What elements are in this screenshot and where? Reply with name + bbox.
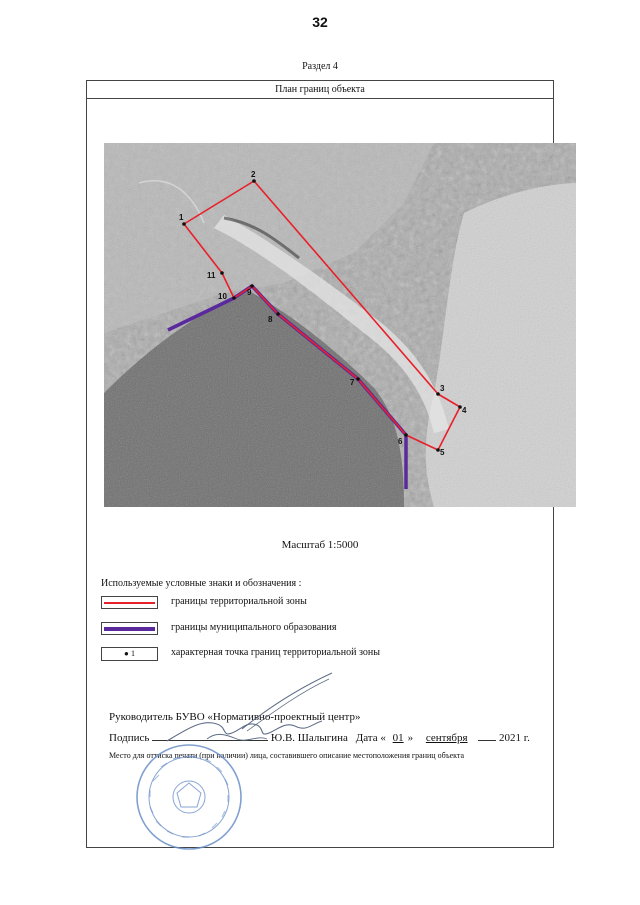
legend-zone-swatch (101, 596, 158, 609)
point-8-label: 8 (268, 315, 273, 324)
legend-point-row (101, 647, 541, 661)
point-3-label: 3 (440, 384, 445, 393)
legend-zone-row (101, 596, 541, 610)
signature-line: Подпись Ю.В. Шалыгина Дата « 01 » сентября 2021 г. (109, 732, 530, 744)
legend-point-swatch (101, 647, 158, 661)
legend-point-sample: 1 (131, 649, 135, 658)
red-line-icon (104, 602, 155, 604)
plan-title: План границ объекта (87, 81, 553, 99)
point-6-marker (404, 433, 408, 437)
head-line: Руководитель БУВО «Нормативно-проектный центр» (109, 711, 361, 723)
date-year: 2021 г. (499, 732, 530, 744)
point-11-label: 11 (207, 271, 216, 280)
date-day: 01 (392, 732, 404, 744)
point-1-label: 1 (179, 213, 184, 222)
point-8-marker (276, 312, 280, 316)
handwritten-signature (147, 669, 347, 749)
point-9-label: 9 (247, 288, 252, 297)
point-7-marker (356, 377, 360, 381)
signer-name: Ю.В. Шалыгина (270, 732, 348, 744)
legend-title: Используемые условные знаки и обозначения : (101, 578, 302, 589)
point-6-label: 6 (398, 437, 403, 446)
point-1-marker (182, 222, 186, 226)
purple-line-icon (104, 627, 155, 631)
plan-frame (86, 80, 554, 848)
official-stamp (133, 741, 245, 853)
dot-icon: ● (124, 649, 129, 658)
date-label: Дата « (355, 732, 386, 744)
scale-text: Масштаб 1:5000 (281, 539, 359, 551)
legend-zone-label: границы территориальной зоны (171, 596, 307, 607)
point-5-label: 5 (440, 448, 445, 457)
legend-point-label: характерная точка границ территориальной зоны (171, 647, 380, 658)
date-month: сентября (425, 732, 468, 744)
point-11-marker (220, 271, 224, 275)
legend-municipal-swatch (101, 622, 158, 635)
stamp-note: Место для оттиска печати (при наличии) лица, составившего описание местоположения границ объекта (109, 751, 465, 760)
point-7-label: 7 (350, 378, 355, 387)
legend-municipal-label: границы муниципального образования (171, 622, 337, 633)
point-2-label: 2 (251, 170, 256, 179)
legend-municipal-row (101, 622, 541, 636)
point-10-label: 10 (218, 292, 227, 301)
sign-label: Подпись (109, 732, 150, 744)
page-number: 32 (312, 14, 328, 30)
aerial-map (104, 143, 576, 507)
section-label: Раздел 4 (302, 61, 338, 72)
point-10-marker (232, 296, 236, 300)
point-4-label: 4 (462, 406, 467, 415)
point-2-marker (252, 179, 256, 183)
